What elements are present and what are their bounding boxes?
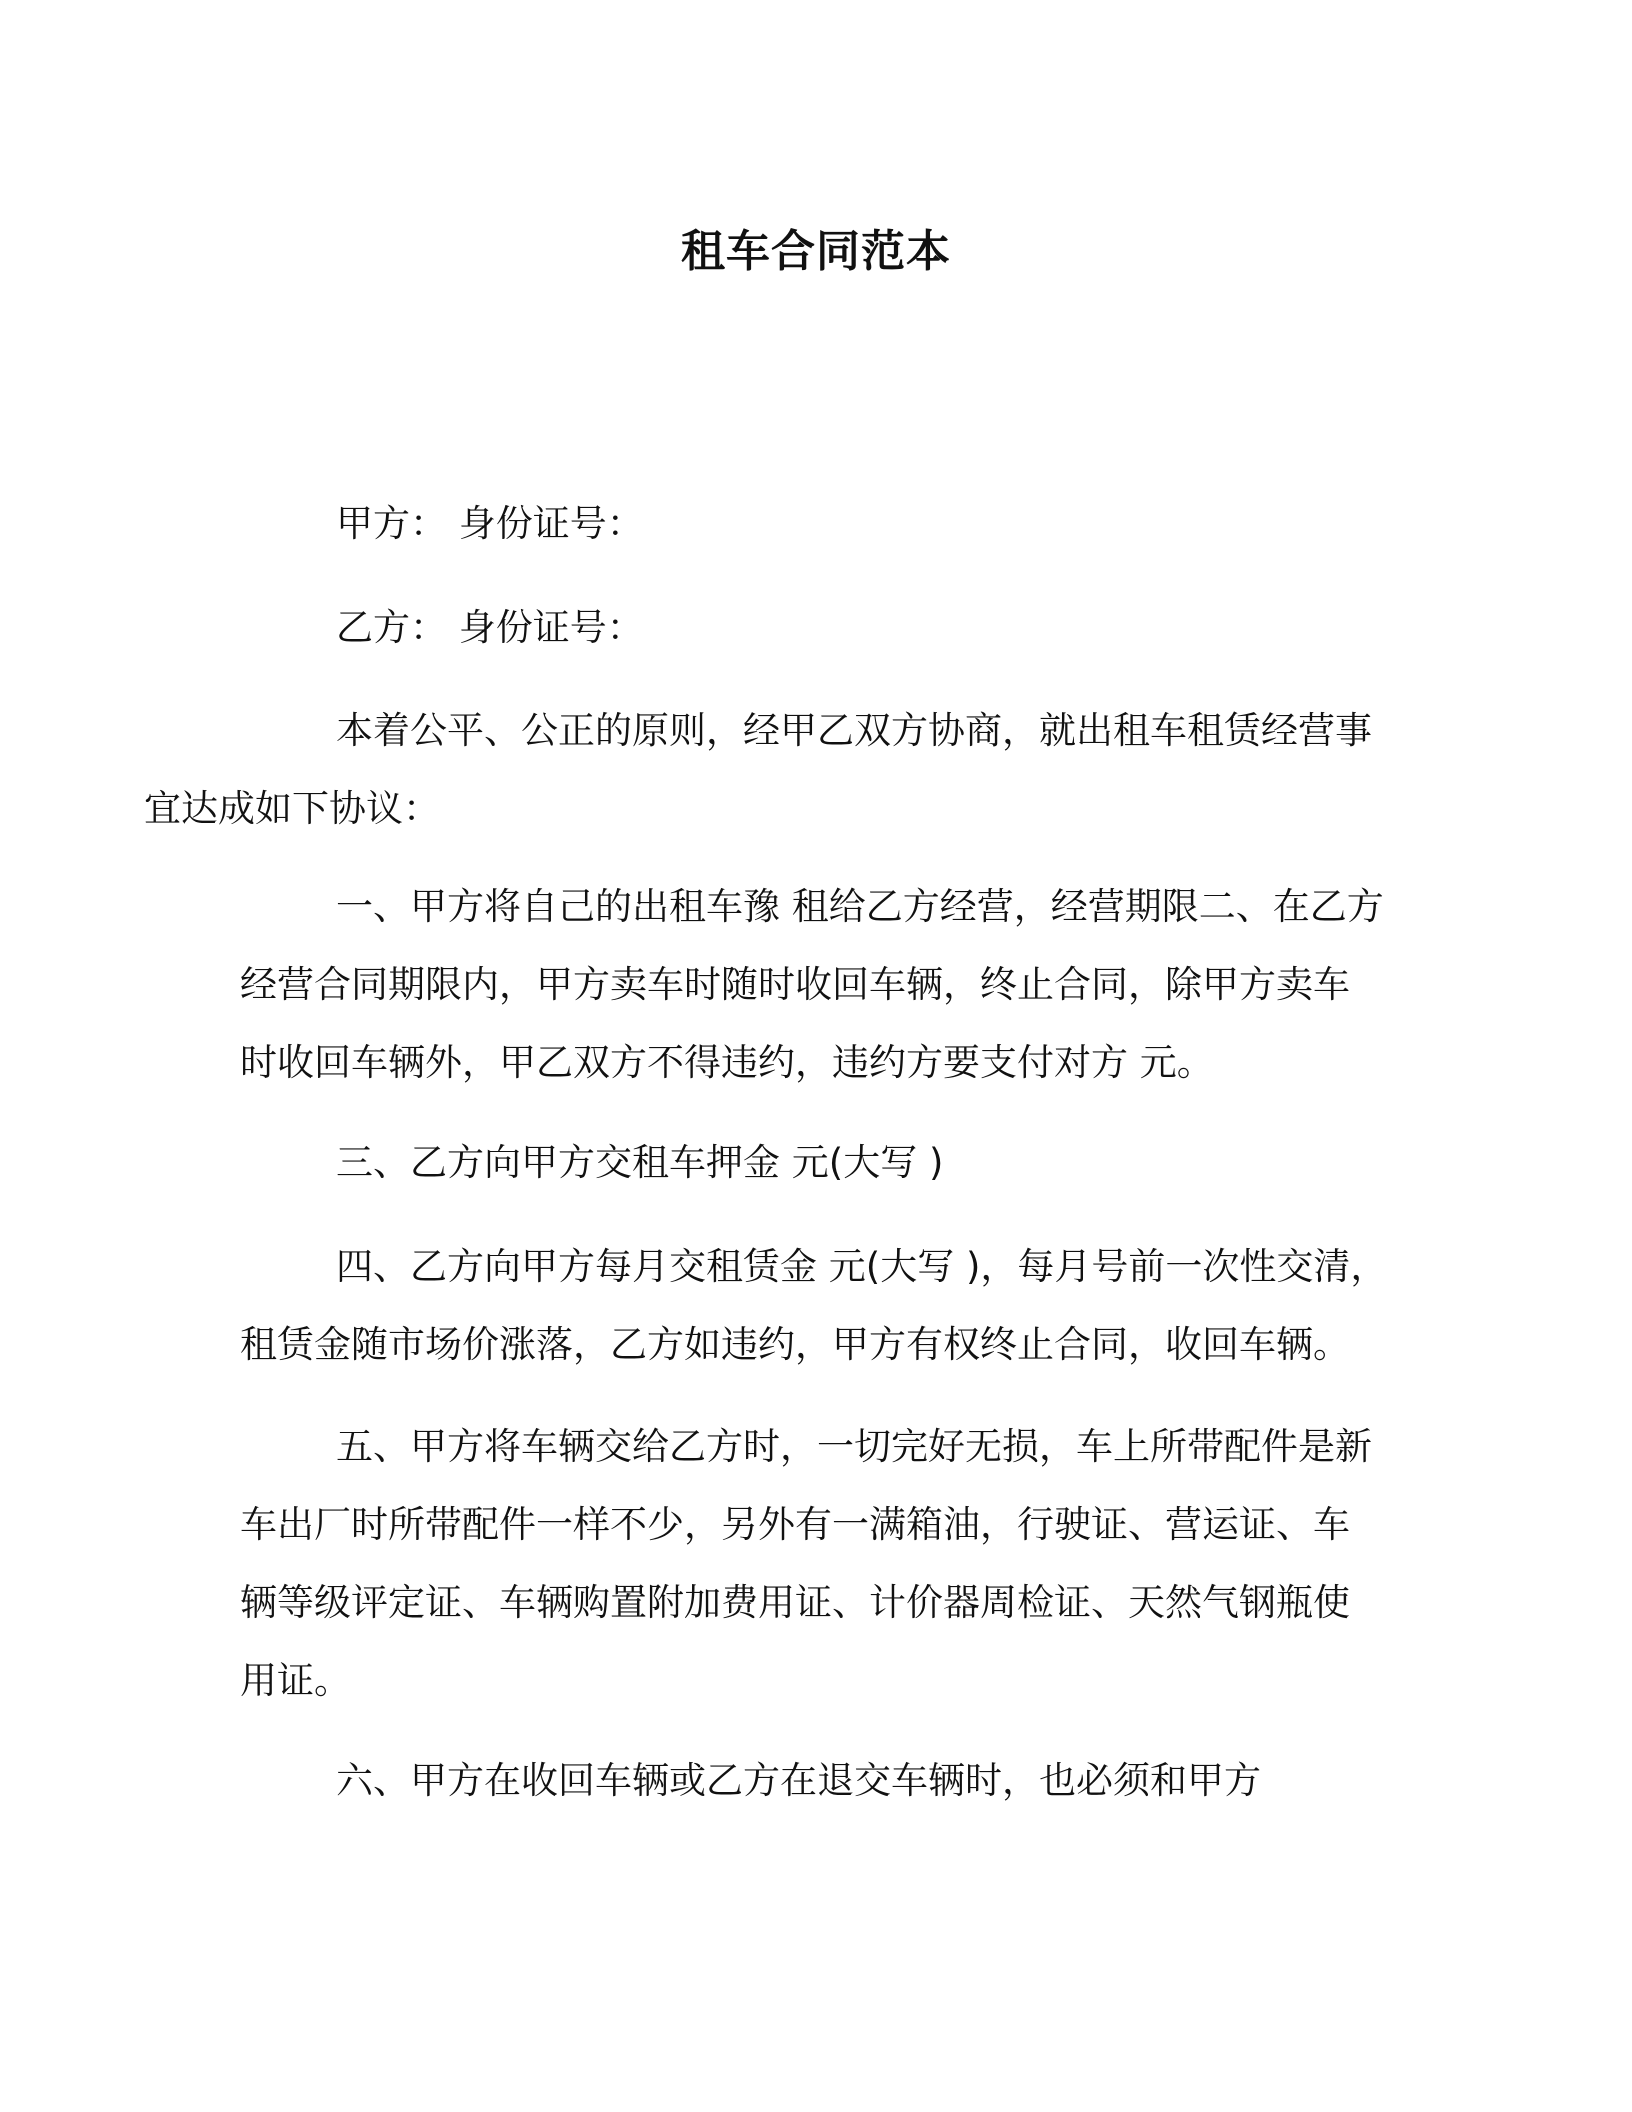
clause-5-line-3: 辆等级评定证、车辆购置附加费用证、计价器周检证、天然气钢瓶使 [240, 1581, 1350, 1624]
clause-1-paragraph [240, 868, 1392, 1102]
clause-1-line-1: 一、甲方将自己的出租车豫 租给乙方经营，经营期限二、在乙方 [336, 885, 1384, 928]
intro-line-2: 宜达成如下协议： [144, 787, 440, 830]
clause-3-paragraph: 三、乙方向甲方交租车押金 元(大写 ) [336, 1141, 944, 1184]
party-b-line: 乙方： 身份证号： [336, 606, 644, 649]
clause-5-paragraph [240, 1408, 1392, 1720]
clause-5-line-2: 车出厂时所带配件一样不少，另外有一满箱油，行驶证、营运证、车 [240, 1503, 1350, 1546]
intro-paragraph [144, 692, 1392, 848]
document-title: 租车合同范本 [681, 226, 951, 277]
clause-5-line-4: 用证。 [240, 1659, 351, 1702]
party-a-line: 甲方： 身份证号： [336, 502, 644, 545]
clause-1-line-2: 经营合同期限内，甲方卖车时随时收回车辆，终止合同，除甲方卖车 [240, 963, 1350, 1006]
clause-6-paragraph: 六、甲方在收回车辆或乙方在退交车辆时，也必须和甲方 [336, 1759, 1261, 1802]
clause-5-line-1: 五、甲方将车辆交给乙方时，一切完好无损，车上所带配件是新 [336, 1425, 1372, 1468]
clause-4-paragraph [240, 1228, 1392, 1384]
clause-1-line-3: 时收回车辆外，甲乙双方不得违约，违约方要支付对方 元。 [240, 1041, 1214, 1084]
clause-4-line-1: 四、乙方向甲方每月交租赁金 元(大写 )，每月号前一次性交清， [336, 1245, 1388, 1288]
clause-4-line-2: 租赁金随市场价涨落，乙方如违约，甲方有权终止合同，收回车辆。 [240, 1323, 1350, 1366]
intro-line-1: 本着公平、公正的原则，经甲乙双方协商，就出租车租赁经营事 [336, 709, 1372, 752]
